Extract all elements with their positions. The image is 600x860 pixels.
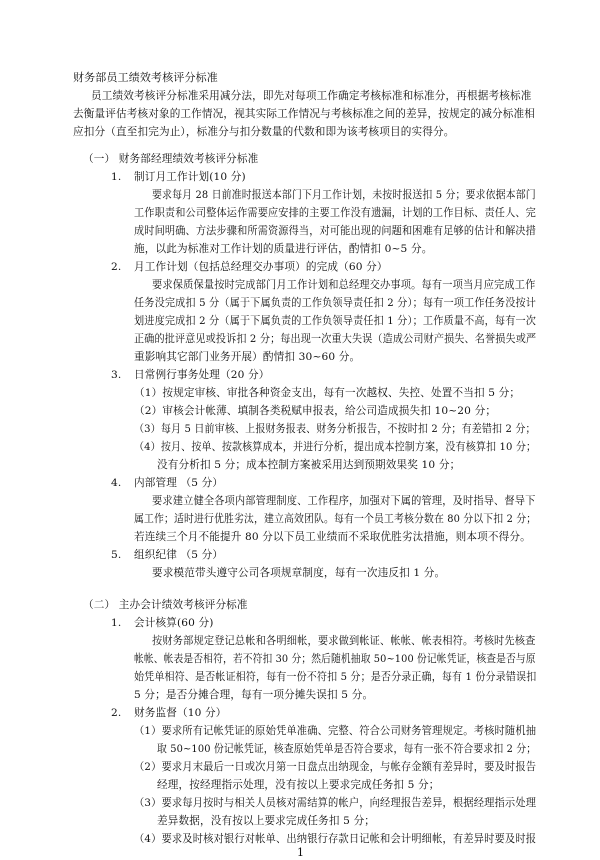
item-line: 要求模范带头遵守公司各项规章制度，每有一次违反扣 1 分。 xyxy=(152,567,446,579)
item-line: 工作职责和公司整体运作需要应安排的主要工作没有遗漏，计划的工作目标、责任人、完 xyxy=(134,207,537,219)
item-title: 会计核算(60 分) xyxy=(134,617,214,629)
item-line: 正确的批评意见或投诉扣 2 分；每出现一次重大失误（造成公司财产损失、名誉损失或严 xyxy=(134,333,537,345)
item-number: 1. xyxy=(111,617,122,629)
item-line: 要求保质保量按时完成部门月工作计划和总经理交办事项。每有一项当月应完成工作 xyxy=(152,279,536,291)
item-line: 任务没完成扣 5 分（属于下属负责的工作负领导责任扣 2 分）；每有一项工作任务没按计 xyxy=(134,297,537,309)
item-line: （4）按月、按单、按款核算成本，并进行分析，提出成本控制方案，没有核算扣 10 分； xyxy=(134,441,537,453)
item-line: 经理，按经理指示处理，没有按以上要求完成任务扣 5 分； xyxy=(157,779,440,791)
item-number: 1. xyxy=(111,171,122,183)
item-line: 重影响其它部门业务开展）酌情扣 30~60 分。 xyxy=(134,351,361,363)
section-heading: （一） 财务部经理绩效考核评分标准 xyxy=(83,153,259,165)
item-line: 若连续三个月不能提升 80 分以下员工业绩而不采取优胜劣汰措施，则本项不得分。 xyxy=(134,531,531,543)
item-line: 属工作；适时进行优胜劣汰，建立高效团队。每有一个员工考核分数在 80 分以下扣 2 分； xyxy=(134,513,537,525)
item-line: （3）要求每月按时与相关人员核对需结算的帐户，向经理报告差异，根据经理指示处理 xyxy=(134,797,537,809)
item-line: 取 50~100 份记帐凭证，核查原始凭单是否符合要求，每有一张不符合要求扣 2 分； xyxy=(157,743,537,755)
item-number: 4. xyxy=(111,477,122,489)
section-heading: （二） 主办会计绩效考核评分标准 xyxy=(83,599,248,611)
item-line: 按财务部规定登记总帐和各明细帐，要求做到帐证、帐帐、帐表相符。考核时先核查 xyxy=(152,635,536,647)
item-line: 始凭单相符、是否帐证相符，每有一份不符扣 5 分；是否分录正确，每有 1 份分录错误扣 xyxy=(134,671,537,683)
item-line: 5 分；是否分摊合理，每有一项分摊失误扣 5 分。 xyxy=(134,689,374,701)
item-line: 要求建立健全各项内部管理制度、工作程序，加强对下属的管理，及时指导、督导下 xyxy=(152,495,536,507)
page-number: 1 xyxy=(297,846,305,859)
item-line: （2）要求月末最后一日或次月第一日盘点出纳现金，与帐存金额有差异时，要及时报告 xyxy=(134,761,537,773)
item-title: 组织纪律 （5 分） xyxy=(134,549,224,561)
item-number: 2. xyxy=(111,261,122,273)
item-line: 划进度完成扣 2 分（属于下属负责的工作负领导责任扣 1 分）；工作质量不高，每有一次 xyxy=(134,315,537,327)
document-title: 财务部员工绩效考核评分标准 xyxy=(73,71,218,84)
intro-line: 员工绩效考核评分标准采用减分法，即先对每项工作确定考核标准和标准分，再根据考核标准 xyxy=(91,90,532,102)
item-title: 制订月工作计划(10 分) xyxy=(134,171,246,183)
item-line: （3）每月 5 日前审核、上报财务报表、财务分析报告，不按时扣 2 分；有差错扣 2 分； xyxy=(134,423,536,435)
intro-line: 应扣分（直至扣完为止），标准分与扣分数量的代数和即为该考核项目的实得分。 xyxy=(73,126,455,138)
item-line: （2）审核会计帐薄、填制各类税赋申报表，给公司造成损失扣 10~20 分； xyxy=(134,405,497,417)
item-title: 财务监督（10 分） xyxy=(134,707,227,719)
item-line: 成时间明确、方法步骤和所需资源得当，对可能出现的问题和困难有足够的估计和解决措 xyxy=(134,225,537,237)
item-line: （1）按规定审核、审批各种资金支出，每有一次越权、失控、处置不当扣 5 分； xyxy=(134,387,521,399)
item-title: 内部管理 （5 分） xyxy=(134,477,224,489)
item-number: 2. xyxy=(111,707,122,719)
item-line: 差异数据，没有按以上要求完成任务扣 5 分； xyxy=(157,815,376,827)
item-number: 5. xyxy=(111,549,122,561)
item-line: （4）要求及时核对银行对帐单、出纳银行存款日记帐和会计明细帐，有差异时要及时报 xyxy=(134,833,537,845)
item-line: 帐帐、帐表是否相符，若不符扣 30 分；然后随机抽取 50~100 份记帐凭证，核查是否与原 xyxy=(134,653,536,665)
item-title: 月工作计划（包括总经理交办事项）的完成（60 分） xyxy=(134,261,388,273)
intro-line: 去衡量评估考核对象的工作情况，视其实际工作情况与考核标准之间的差异，按规定的减分标准相 xyxy=(73,108,535,120)
item-line: 要求每月 28 日前准时报送本部门下月工作计划，未按时报送扣 5 分；要求依据本部门 xyxy=(152,189,536,201)
item-number: 3. xyxy=(111,369,122,381)
item-title: 日常例行事务处理（20 分） xyxy=(134,369,270,381)
item-line: （1）要求所有记帐凭证的原始凭单准确、完整、符合公司财务管理规定。考核时随机抽 xyxy=(134,725,537,737)
item-line: 没有分析扣 5 分；成本控制方案被采用达到预期效果奖 10 分； xyxy=(157,459,461,471)
item-line: 施，以此为标准对工作计划的质量进行评估，酌情扣 0~5 分。 xyxy=(134,243,433,255)
